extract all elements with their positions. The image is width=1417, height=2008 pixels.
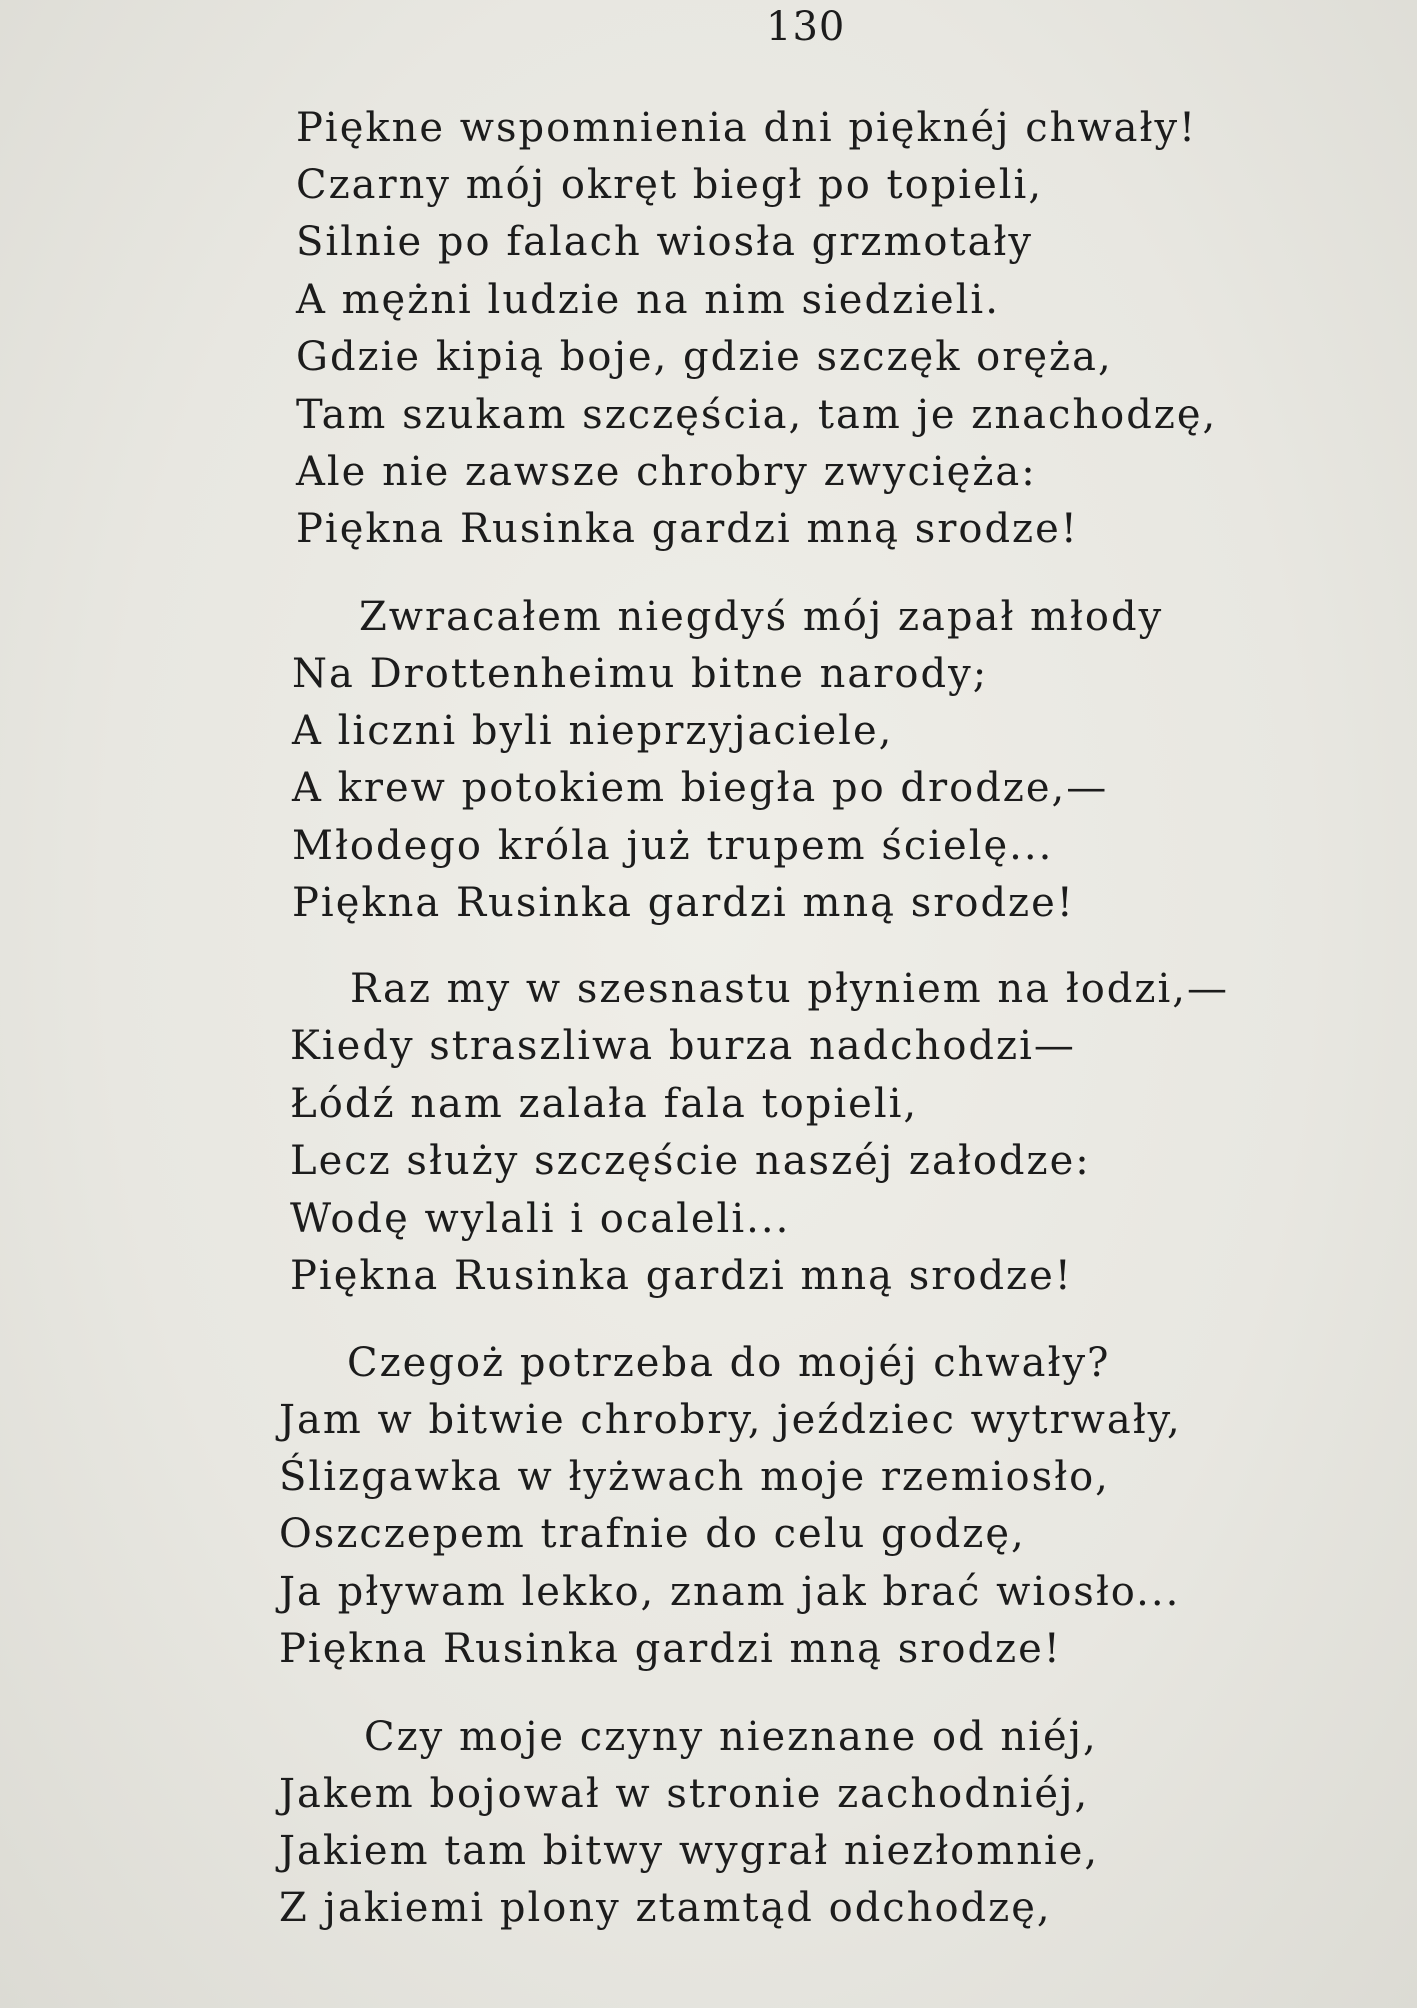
- verse-line: Piękna Rusinka gardzi mną srodze!: [279, 1626, 1062, 1672]
- verse-line: Czegoż potrzeba do mojéj chwały?: [347, 1340, 1111, 1386]
- verse-line: Jam w bitwie chrobry, jeździec wytrwały,: [279, 1397, 1182, 1443]
- page-number: 130: [766, 4, 846, 50]
- verse-line: Czy moje czyny nieznane od niéj,: [364, 1714, 1098, 1760]
- verse-line: Ślizgawka w łyżwach moje rzemiosło,: [279, 1454, 1110, 1500]
- verse-line: Kiedy straszliwa burza nadchodzi—: [290, 1023, 1076, 1069]
- verse-line: A liczni byli nieprzyjaciele,: [292, 708, 894, 754]
- verse-line: Raz my w szesnastu płyniem na łodzi,—: [350, 966, 1229, 1012]
- verse-line: Wodę wylali i ocaleli...: [290, 1196, 791, 1242]
- verse-line: Piękna Rusinka gardzi mną srodze!: [292, 880, 1075, 926]
- verse-line: Oszczepem trafnie do celu godzę,: [279, 1511, 1026, 1557]
- verse-line: Ale nie zawsze chrobry zwycięża:: [296, 449, 1037, 495]
- verse-line: Jakem bojował w stronie zachodniéj,: [279, 1771, 1090, 1817]
- verse-line: A krew potokiem biegła po drodze,—: [292, 765, 1109, 811]
- verse-line: Ja pływam lekko, znam jak brać wiosło...: [279, 1569, 1181, 1615]
- verse-line: Zwracałem niegdyś mój zapał młody: [359, 594, 1164, 640]
- verse-line: Piękna Rusinka gardzi mną srodze!: [296, 506, 1079, 552]
- verse-line: Gdzie kipią boje, gdzie szczęk oręża,: [296, 334, 1113, 380]
- verse-line: Czarny mój okręt biegł po topieli,: [296, 162, 1044, 208]
- verse-line: Łódź nam zalała fala topieli,: [290, 1081, 919, 1127]
- verse-line: Lecz służy szczęście naszéj załodze:: [290, 1138, 1091, 1184]
- verse-line: A mężni ludzie na nim siedzieli.: [296, 277, 1000, 323]
- verse-line: Piękne wspomnienia dni pięknéj chwały!: [296, 105, 1198, 151]
- verse-line: Młodego króla już trupem ścielę...: [292, 823, 1054, 869]
- verse-line: Z jakiemi plony ztamtąd odchodzę,: [279, 1885, 1052, 1931]
- verse-line: Jakiem tam bitwy wygrał niezłomnie,: [279, 1828, 1100, 1874]
- verse-line: Silnie po falach wiosła grzmotały: [296, 219, 1033, 265]
- verse-line: Piękna Rusinka gardzi mną srodze!: [290, 1253, 1073, 1299]
- verse-line: Tam szukam szczęścia, tam je znachodzę,: [296, 392, 1218, 438]
- verse-line: Na Drottenheimu bitne narody;: [292, 651, 989, 697]
